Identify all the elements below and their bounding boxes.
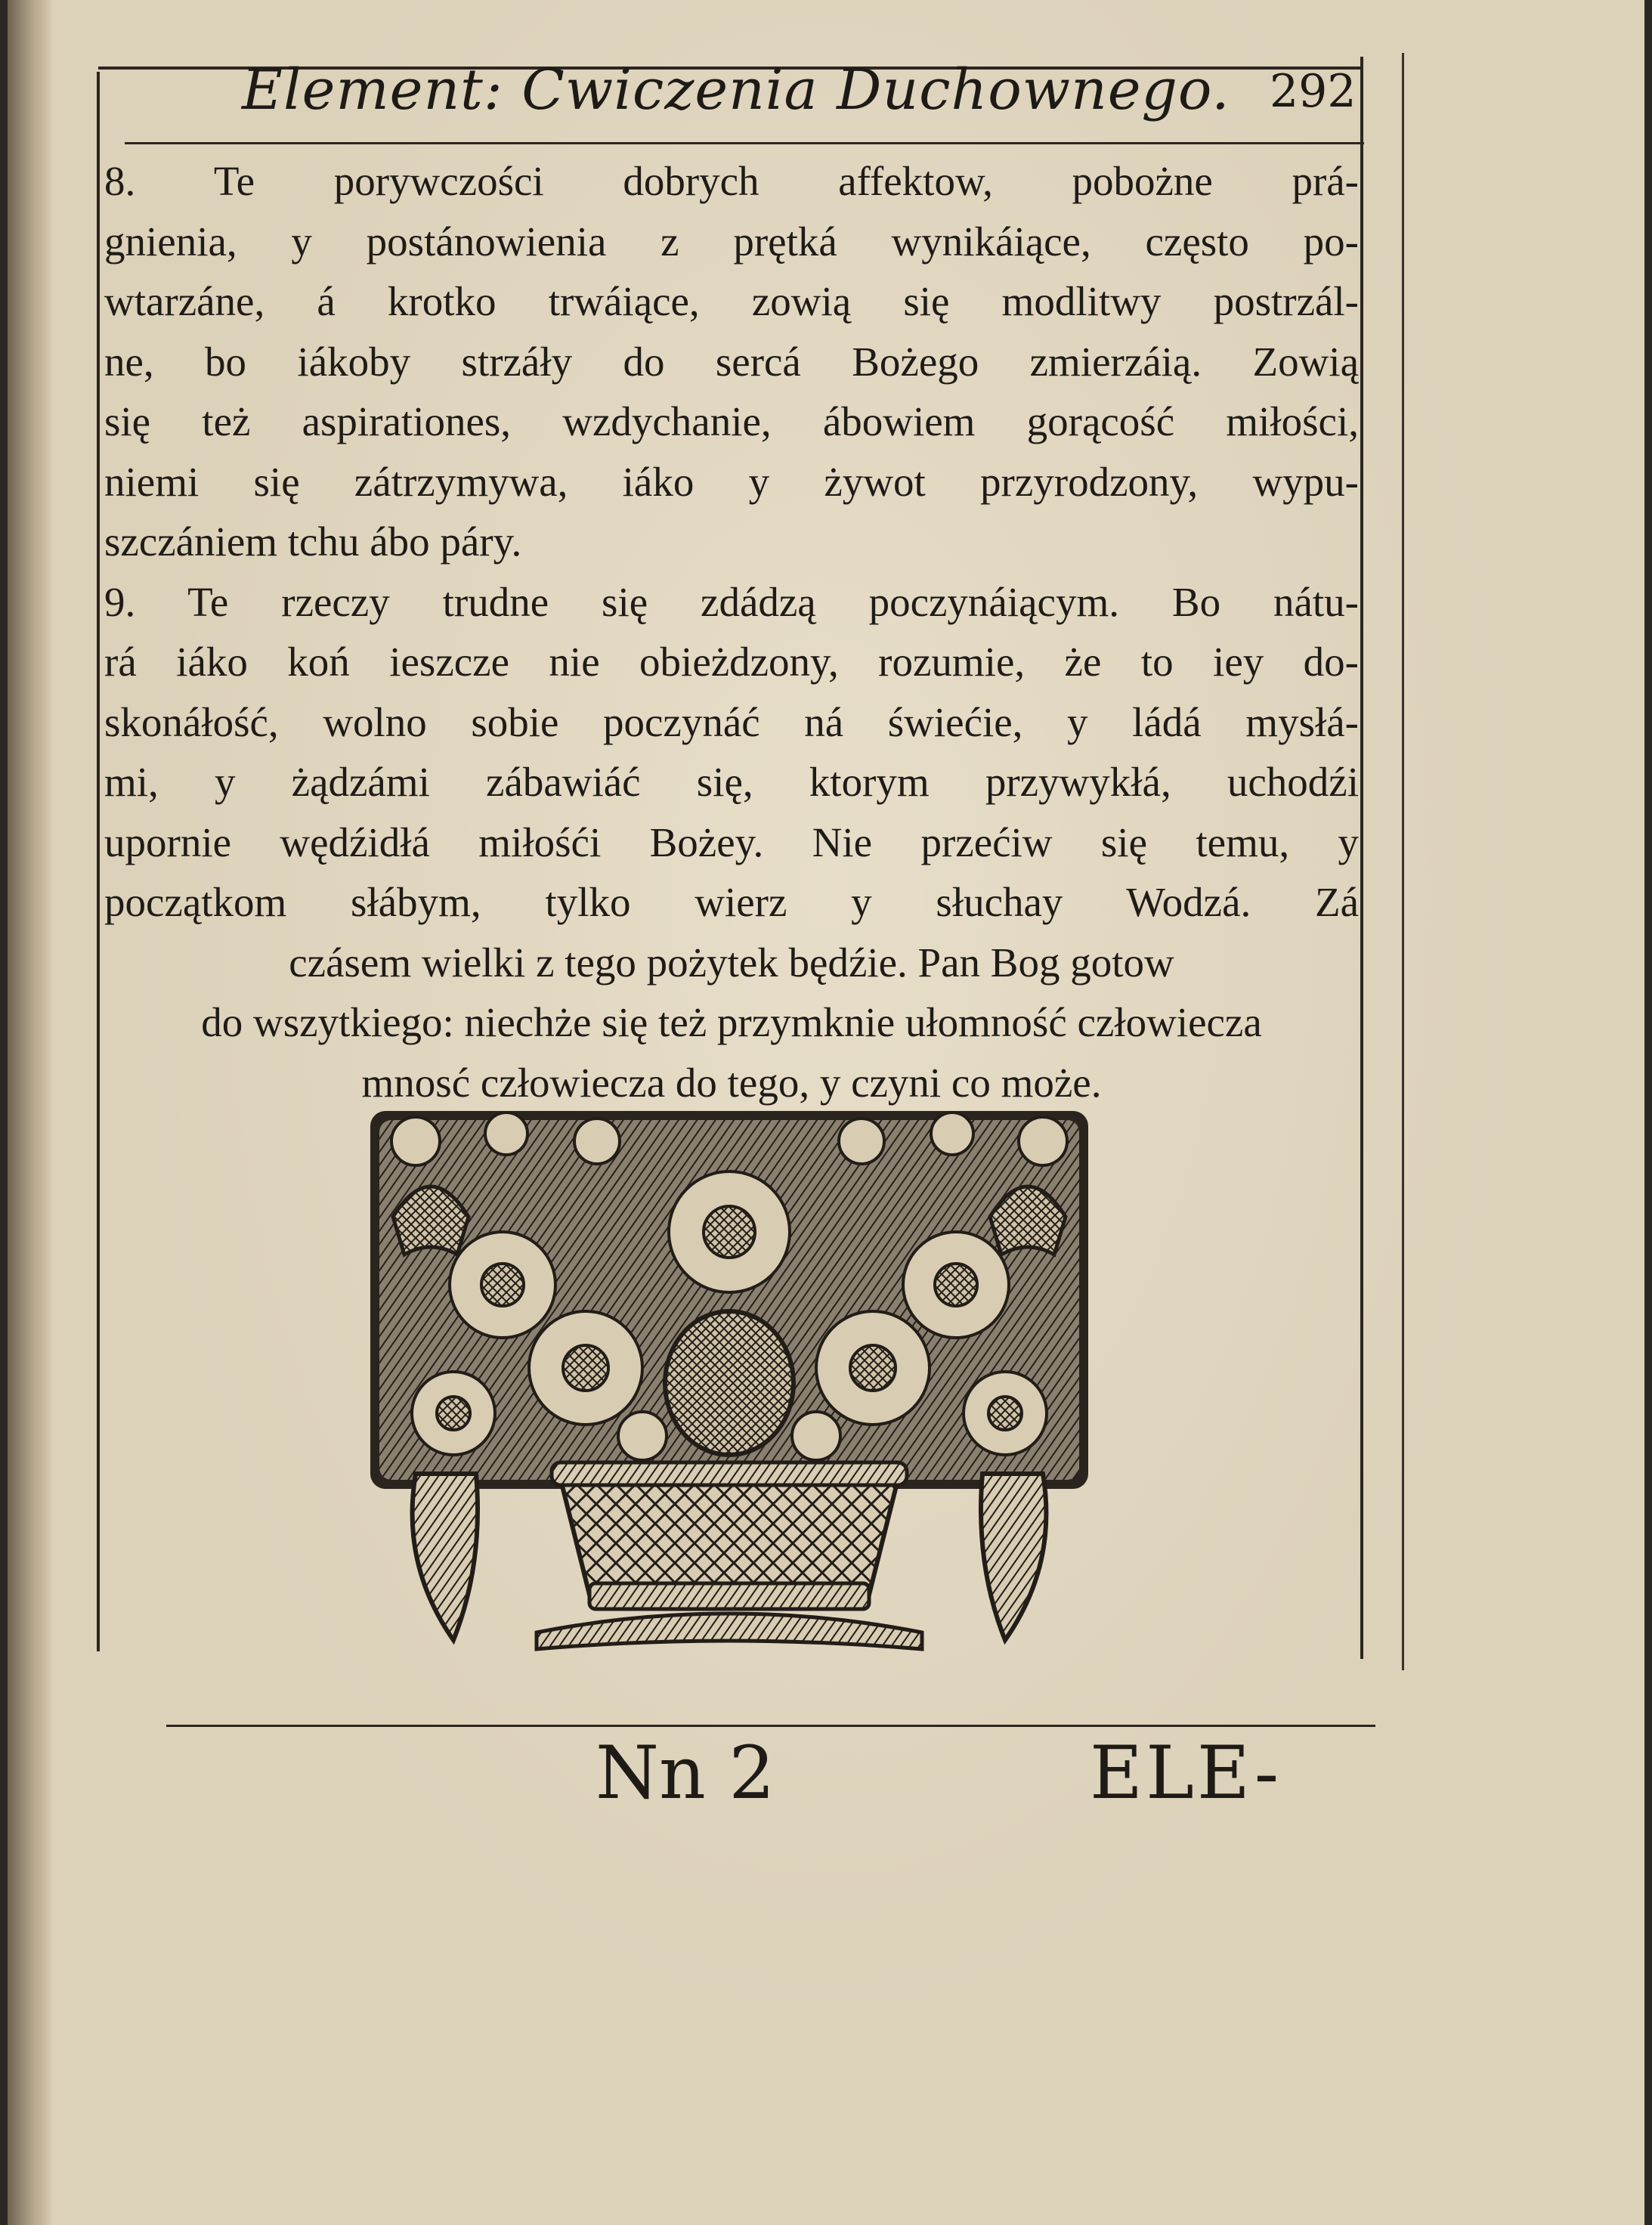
signature-mark: Nn 2 [596,1731,775,1815]
text-line: się też aspirationes, wzdychanie, ábowiem gorącość miłości, [104,398,1359,444]
text-line: 9. Te rzeczy trudne się zdádzą poczynáiącym. Bo nátu- [104,578,1359,625]
header-underline-rule [125,142,1364,144]
text-line: mi, y żądzámi zábawiáć się, ktorym przywykłá, uchodźi [104,759,1359,805]
flower-basket-woodcut-icon [370,1111,1088,1670]
text-line: początkom słábym, tylko wierz y słuchay Wodzá. Zá [104,879,1359,925]
text-line: czásem wielki z tego pożytek będźie. Pan Bog gotow [289,939,1174,986]
text-line: gnienia, y postánowienia z prętká wynikáiące, często po- [104,218,1359,265]
frame-left-rule [97,72,100,1651]
text-line: rá iáko koń ieszcze nie obieżdzony, rozumie, że to iey do- [104,639,1359,685]
text-line: wtarzáne, á krotko trwáiące, zowią się modlitwy postrzál- [104,278,1359,324]
text-line: do wszytkiego: niechże się też przymknie ułomność człowiecza [201,999,1262,1045]
text-line: 8. Te porywczości dobrych affektow, pobożne prá- [104,158,1359,204]
text-line: skonáłość, wolno sobie poczynáć ná świećie, y ládá mysłá- [104,698,1359,745]
text-line: mnosć człowiecza do tego, y czyni co może. [361,1059,1102,1106]
footer-rule [166,1725,1375,1727]
text-line: niemi się zátrzymywa, iáko y żywot przyrodzony, wypu- [104,458,1359,505]
page-number: 292 [1270,65,1357,118]
text-line: szczániem tchu ábo páry. [104,518,522,565]
catchword: ELE- [1090,1731,1282,1815]
running-head-title: Element: Cwiczenia Duchownego. [242,57,1230,122]
frame-right-rule [1360,57,1363,1659]
text-line: upornie wędźidłá miłośći Bożey. Nie przećiw się temu, y [104,819,1359,865]
text-line: ne, bo iákoby strzáły do sercá Bożego zmierzáią. Zowią [104,338,1359,385]
text-block [104,151,1359,1112]
binding-gutter [8,0,53,2225]
frame-outer-right-rule [1402,53,1404,1670]
